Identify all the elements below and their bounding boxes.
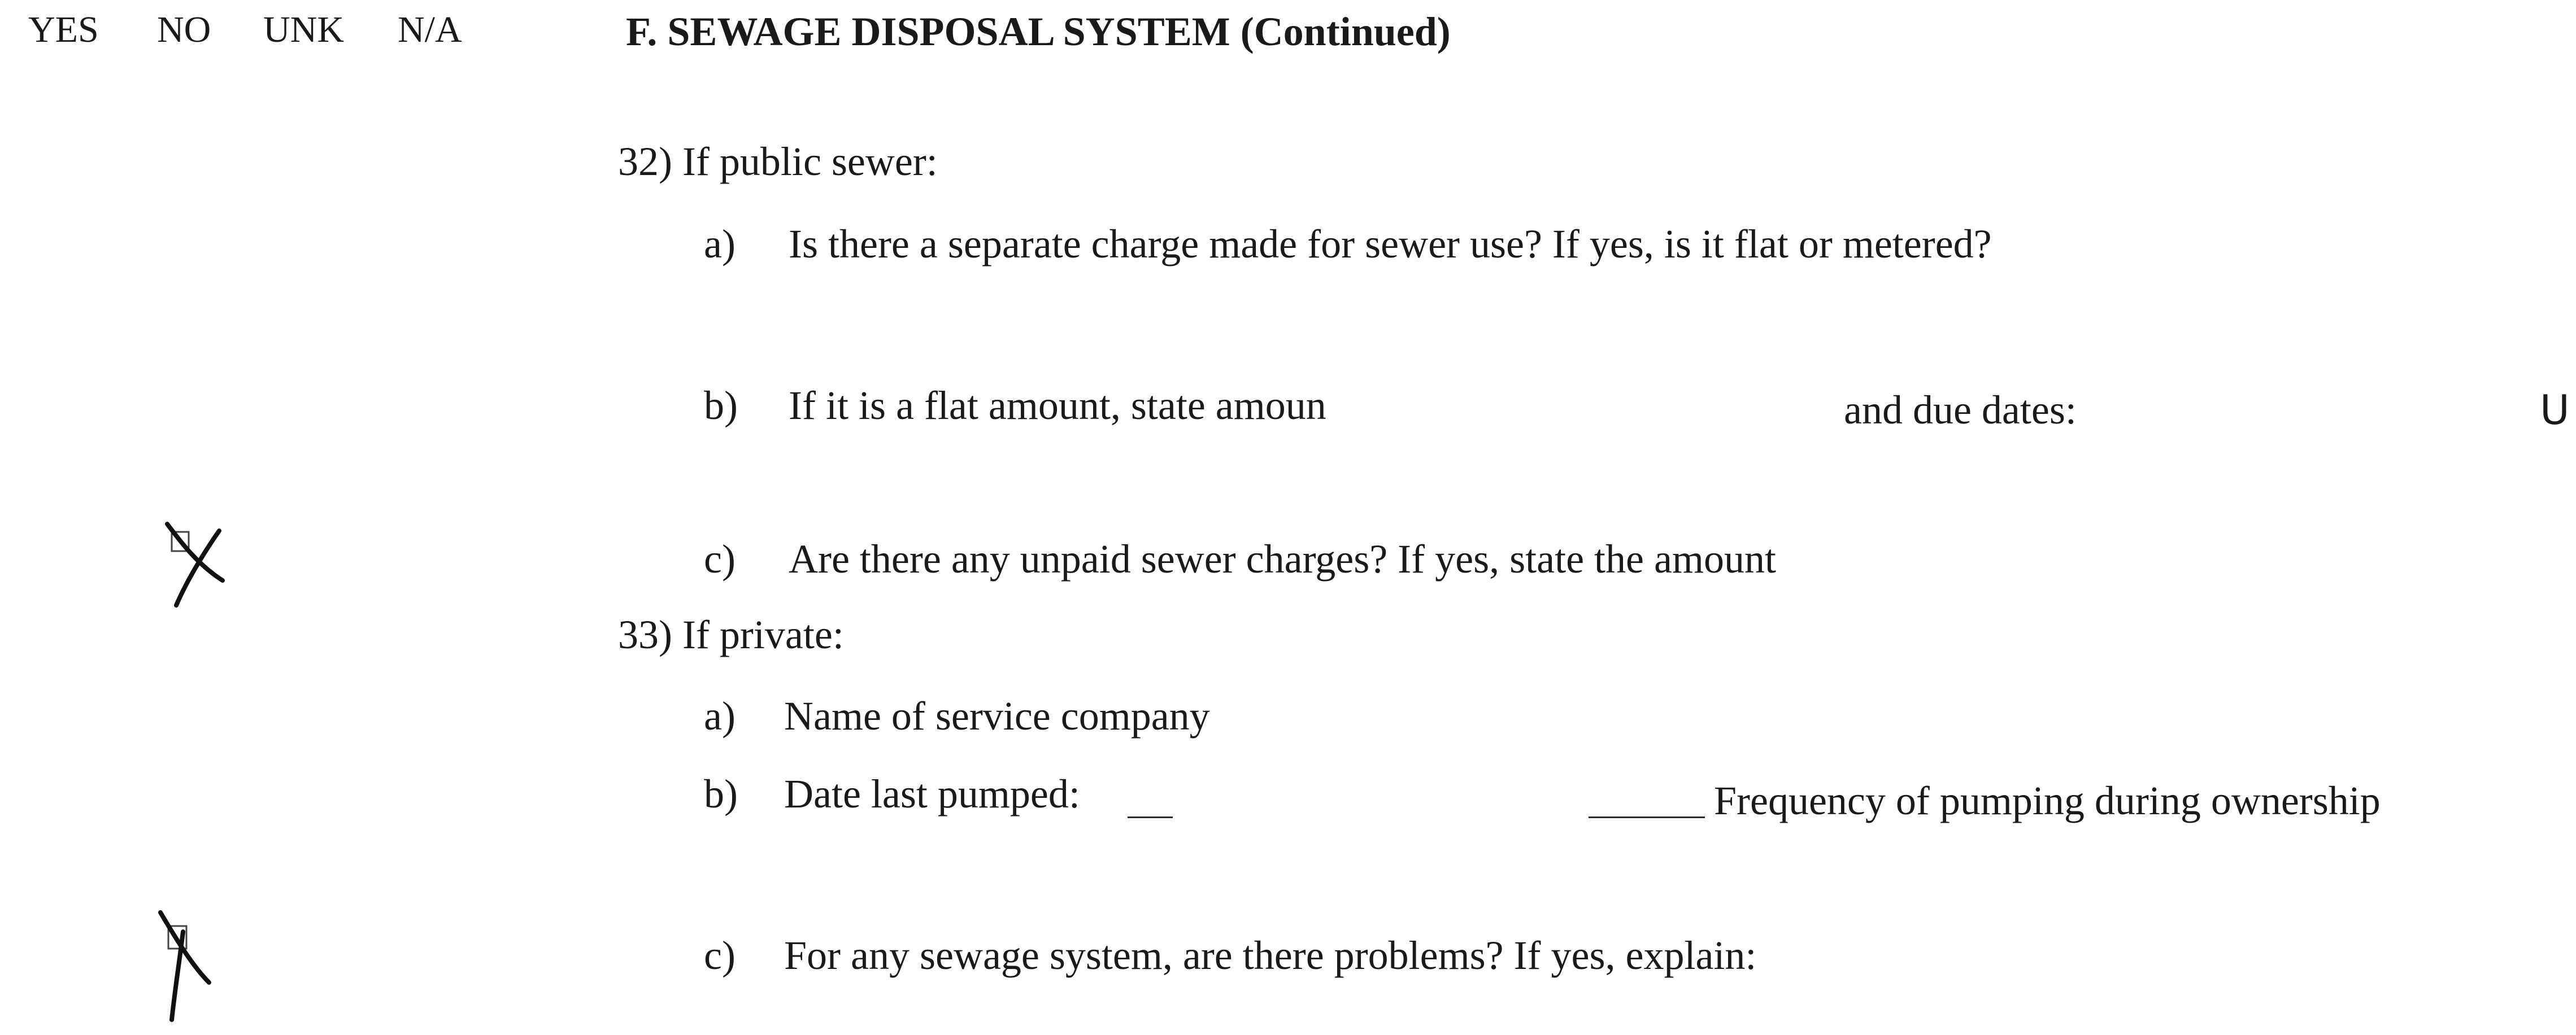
question-33a-letter: a) xyxy=(704,693,736,739)
question-32b-text: If it is a flat amount, state amoun xyxy=(789,383,1326,428)
hand-drawn-x-mark-33c xyxy=(153,909,220,1022)
question-32c-text: Are there any unpaid sewer charges? If yes, state the amount xyxy=(789,536,1776,582)
question-33b-text2: Frequency of pumping during ownership xyxy=(1714,778,2381,823)
question-33b-letter: b) xyxy=(704,771,738,816)
column-no-header: NO xyxy=(157,9,211,50)
column-yes-header: YES xyxy=(28,9,99,50)
hand-drawn-x-mark-32c xyxy=(164,519,232,610)
question-33c-letter: c) xyxy=(704,933,736,978)
question-33a-text: Name of service company xyxy=(784,693,1210,739)
column-unk-header: UNK xyxy=(263,9,344,50)
column-na-header: N/A xyxy=(398,9,462,50)
section-title: F. SEWAGE DISPOSAL SYSTEM (Continued) xyxy=(626,9,1451,54)
question-33c-text: For any sewage system, are there problems? If yes, explain: xyxy=(784,933,1757,978)
question-32c-letter: c) xyxy=(704,536,736,582)
question-32b-letter: b) xyxy=(704,383,738,428)
question-32a-text: Is there a separate charge made for sewer use? If yes, is it flat or metered? xyxy=(789,221,1992,267)
question-33-label: 33) If private: xyxy=(618,612,844,657)
question-32b-text2: and due dates: xyxy=(1844,387,2077,433)
date-last-pumped-blank xyxy=(1128,816,1173,818)
margin-handwritten-note: U xyxy=(2540,386,2570,434)
question-32a-letter: a) xyxy=(704,221,736,267)
question-33b-text: Date last pumped: xyxy=(784,771,1080,816)
frequency-blank xyxy=(1589,816,1705,818)
question-32-label: 32) If public sewer: xyxy=(618,139,938,184)
